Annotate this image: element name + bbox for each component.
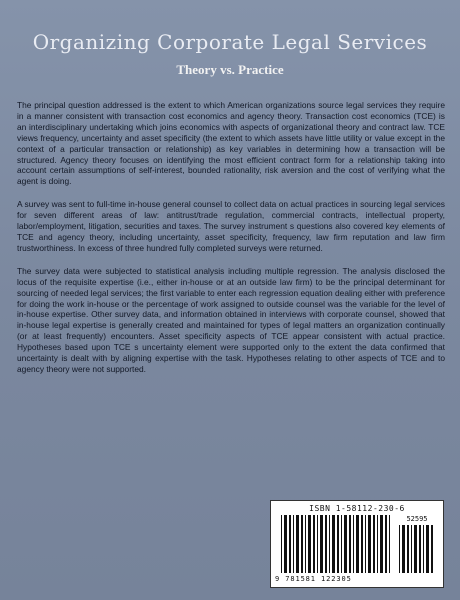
addon-barcode bbox=[399, 525, 437, 573]
barcode-bar bbox=[293, 515, 294, 573]
paragraph-1: The principal question addressed is the extent to which American organizations source legal services they require in a manner consistent with transaction cost economics and agency theory. Transaction cost economics (TCE) is an interdisciplinary undertaking which joins economics with aspects of organizational theory and contract law. TCE views frequency, uncertainty and asset specificity (the extent to which assets have little utility or value except in the context of a particular transaction or relationship) as key variables in determining how a transaction will be structured. Agency theory focuses on identifying the most efficient contract form for a relationship taking into account certain assumptions of self-interest, bounded rationality, risk aversion and the cost of verifying what the agent is doing. bbox=[17, 100, 445, 187]
barcode-bar bbox=[296, 515, 299, 573]
barcode-bar bbox=[332, 515, 335, 573]
barcode-bar bbox=[337, 515, 339, 573]
barcode-bar bbox=[389, 515, 390, 573]
barcode-bar bbox=[377, 515, 378, 573]
barcode-bar bbox=[402, 525, 405, 573]
barcode-bar bbox=[353, 515, 354, 573]
barcode-bar bbox=[329, 515, 330, 573]
book-title: Organizing Corporate Legal Services bbox=[32, 30, 428, 54]
barcode-bar bbox=[320, 515, 323, 573]
isbn-label: ISBN 1-58112-230-6 bbox=[309, 504, 405, 513]
barcode-bar bbox=[373, 515, 375, 573]
barcode-panel bbox=[270, 500, 444, 588]
addon-digits: 52595 bbox=[406, 515, 428, 523]
cover-text bbox=[17, 100, 445, 387]
barcode-bar bbox=[426, 525, 429, 573]
barcode-bar bbox=[281, 515, 282, 573]
barcode-bar bbox=[356, 515, 359, 573]
barcode-bar bbox=[423, 525, 424, 573]
barcode-bar bbox=[411, 525, 412, 573]
barcode-bar bbox=[368, 515, 371, 573]
barcode-bar bbox=[325, 515, 327, 573]
barcode-bar bbox=[301, 515, 303, 573]
barcode-bar bbox=[344, 515, 347, 573]
barcode-bar bbox=[431, 525, 433, 573]
paragraph-2: A survey was sent to full-time in-house general counsel to collect data on actual practices in sourcing legal services for seven different areas of law: antitrust/trade regulation, commercial contracts, intellectual property, labor/employment, litigation, securities and taxes. The survey instrument s questions also covered key elements of TCE and agency theory, including uncertainty, asset specificity, frequency, law firm reputation and law firm trustworthiness. In excess of three hundred fully completed surveys were returned. bbox=[17, 199, 445, 253]
paragraph-3: The survey data were subjected to statistical analysis including multiple regression. The analysis disclosed the locus of the requisite expertise (i.e., either in-house or at an outside law firm) to be the principal determinant for sourcing of needed legal services; the first variable to enter each regression equation dealing either with preference for doing the work in-house or the percentage of work assigned to outside counsel was the variable for the level of in-house expertise. Other survey data, and information obtained in interviews with corporate counsel, showed that in-house legal expertise is generally created and maintained for types of legal matters an organization continually (or at least frequently) encounters. Asset specificity aspects of TCE appear consistent with actual practice. Hypotheses based upon TCE s uncertainty element were supported only to the extent the data confirmed that uncertainty is dealt with by aligning expertise with the task. Hypotheses relating to other aspects of TCE and to agency theory were not supported. bbox=[17, 265, 445, 374]
ean-barcode bbox=[281, 515, 393, 573]
barcode-bar bbox=[349, 515, 351, 573]
barcode-bar bbox=[341, 515, 342, 573]
barcode-bar bbox=[317, 515, 318, 573]
barcode-bar bbox=[407, 525, 409, 573]
barcode-bar bbox=[284, 515, 287, 573]
barcode-bar bbox=[399, 525, 400, 573]
barcode-bar bbox=[361, 515, 363, 573]
barcode-bar bbox=[313, 515, 315, 573]
barcode-bar bbox=[419, 525, 421, 573]
barcode-bar bbox=[289, 515, 291, 573]
barcode-bar bbox=[365, 515, 366, 573]
barcode-bar bbox=[308, 515, 311, 573]
book-subtitle: Theory vs. Practice bbox=[176, 62, 284, 77]
barcode-bar bbox=[305, 515, 306, 573]
barcode-bar bbox=[385, 515, 387, 573]
barcode-bar bbox=[414, 525, 417, 573]
ean-digits: 9 781581 122305 bbox=[275, 575, 352, 583]
barcode-bar bbox=[380, 515, 383, 573]
